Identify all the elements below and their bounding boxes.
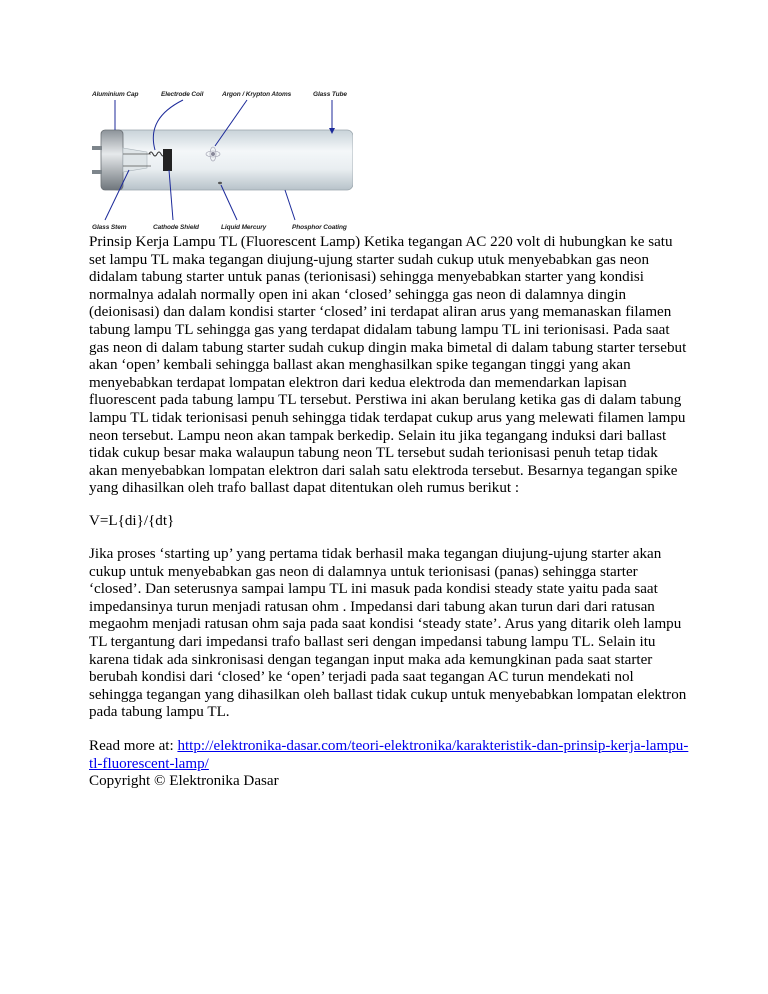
label-aluminium-cap: Aluminium Cap	[92, 91, 139, 98]
fluorescent-lamp-diagram	[89, 86, 353, 236]
copyright-text: Copyright © Elektronika Dasar	[89, 773, 279, 790]
paragraph-intro	[89, 234, 689, 498]
label-phosphor-coating: Phosphor Coating	[292, 224, 347, 231]
lamp-illustration	[89, 86, 353, 236]
paragraph-starting-up	[89, 546, 689, 722]
label-glass-tube: Glass Tube	[313, 91, 347, 98]
label-electrode-coil: Electrode Coil	[161, 91, 204, 98]
read-more-section	[89, 738, 689, 791]
read-more-line	[89, 738, 689, 773]
label-glass-stem: Glass Stem	[92, 224, 127, 231]
read-more-prefix: Read more at:	[89, 738, 178, 754]
paragraph-starting-up-text: Jika proses ‘starting up’ yang pertama tidak berhasil maka tegangan diujung-ujung starter akan cukup untuk menyebabkan gas neon di dalamnya untuk terionisasi (panas) sehingga starter ‘closed’. Dan seterusnya sampai lampu TL ini masuk pada kondisi steady state yaitu pada saat impedansinya turun menjadi ratusan ohm . Impedansi dari tabung akan turun dari dari ratusan megaohm menjadi ratusan ohm saja pada saat kondisi ‘steady state’. Arus yang ditarik oleh lampu TL tergantung dari impedansi trafo ballast seri dengan impedansi tabung lampu TL. Selain itu karena tidak ada sinkronisasi dengan tegangan input maka ada kemungkinan pada saat starter berubah kondisi dari ‘closed’ ke ‘open’ terjadi pada saat tegangan AC turun mendekati nol sehingga tegangan yang dihasilkan oleh ballast tidak cukup untuk menyebabkan lompatan elektron pada tabung lampu TL.	[89, 546, 687, 721]
label-liquid-mercury: Liquid Mercury	[221, 224, 267, 231]
read-more-link[interactable]: http://elektronika-dasar.com/teori-elektronika/karakteristik-dan-prinsip-kerja-lampu-tl-fluorescent-lamp/	[89, 738, 689, 772]
label-argon-krypton-atoms: Argon / Krypton Atoms	[222, 91, 292, 98]
formula	[89, 513, 689, 531]
paragraph-intro-text: Prinsip Kerja Lampu TL (Fluorescent Lamp) Ketika tegangan AC 220 volt di hubungkan ke satu set lampu TL maka tegangan diujung-ujung starter sudah cukup utuk menyebabkan gas neon didalam tabung starter untuk panas (terionisasi) sehingga menyebabkan starter yang kondisi normalnya adalah normally open ini akan ‘closed’ sehingga gas neon di dalamnya dingin (deionisasi) dan dalam kondisi starter ‘closed’ ini terdapat aliran arus yang memanaskan filamen tabung lampu TL sehingga gas yang terdapat didalam tabung lampu TL ini terionisasi. Pada saat gas neon di dalam tabung starter sudah cukup dingin maka bimetal di dalam tabung starter tersebut akan ‘open’ kembali sehingga ballast akan menghasilkan spike tegangan tinggi yang akan menyebabkan terdapat lompatan elektron dari kedua elektroda dan memendarkan lapisan fluorescent pada tabung lampu TL tersebut. Perstiwa ini akan berulang ketika gas di dalam tabung lampu TL tidak terionisasi penuh sehingga tidak terdapat cukup arus yang melewati filamen lampu neon tersebut. Lampu neon akan tampak berkedip. Selain itu jika tegangang induksi dari ballast tidak cukup besar maka walaupun tabung neon TL tersebut sudah terionisasi penuh tetap tidak akan menyebabkan lompatan elektron dari salah satu elektroda tersebut. Besarnya tegangan spike yang dihasilkan oleh trafo ballast dapat ditentukan oleh rumus berikut :	[89, 234, 687, 497]
formula-text: V=L{di}/{dt}	[89, 513, 175, 529]
label-cathode-shield: Cathode Shield	[153, 224, 199, 231]
